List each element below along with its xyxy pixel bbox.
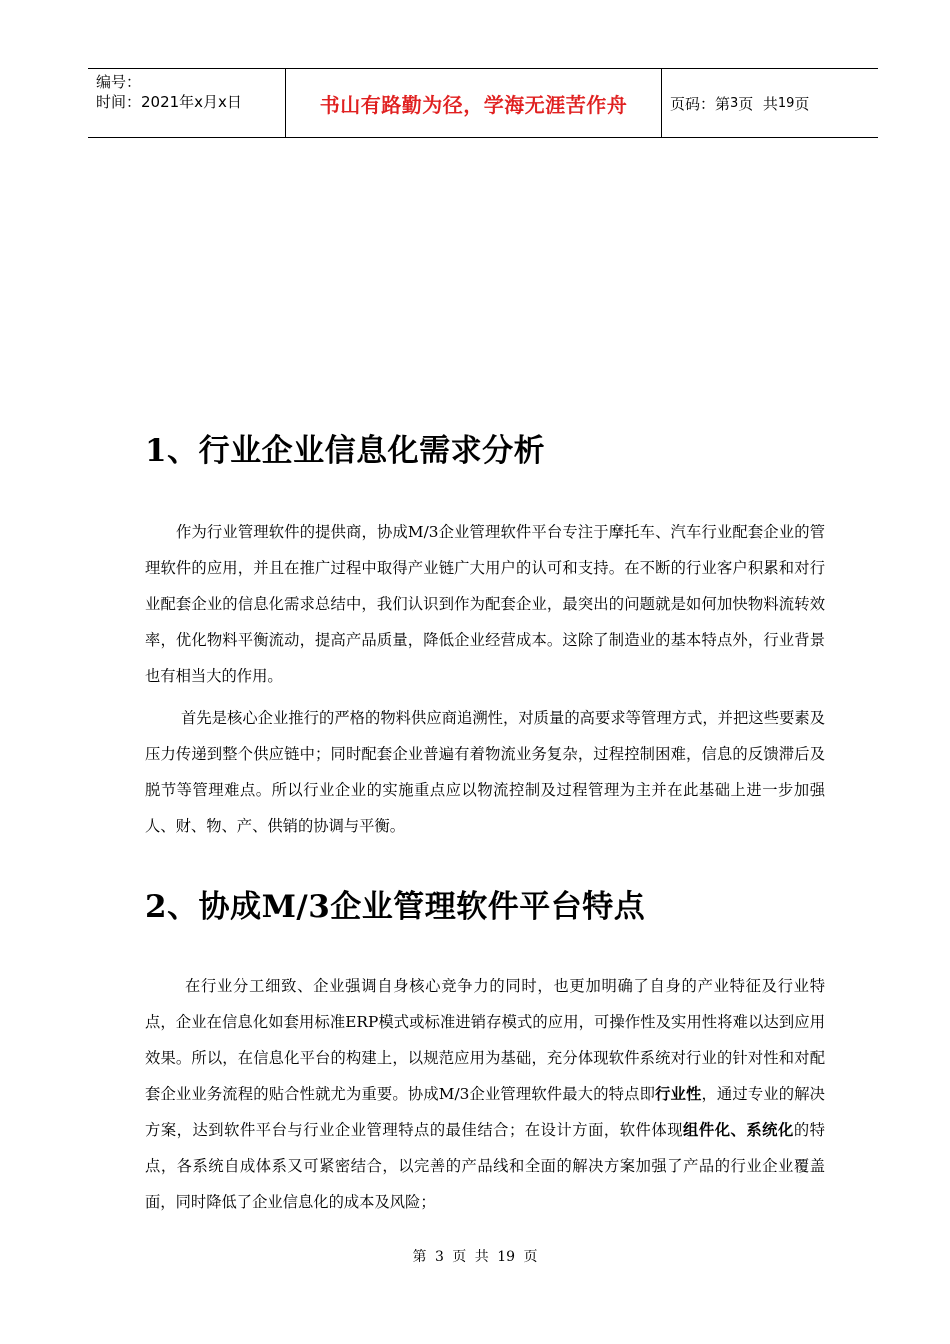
section-2-heading: 2、协成M/3企业管理软件平台特点 bbox=[145, 889, 646, 925]
section-2-paragraph-1 bbox=[145, 968, 825, 1220]
para-text: 的特点，各系统自成体系又可紧密结合，以完善的产品线和全面的解决方案加强了产品的行业企业覆盖面，同时降低了企业信息化的成本及风险； bbox=[145, 1121, 825, 1211]
page-footer: 第 3 页 共 19 页 bbox=[412, 1249, 538, 1265]
section-1-paragraph-1: 作为行业管理软件的提供商，协成M/3企业管理软件平台专注于摩托车、汽车行业配套企业的管理软件的应用，并且在推广过程中取得产业链广大用户的认可和支持。在不断的行业客户积累和对行业配套企业的信息化需求总结中，我们认识到作为配套企业，最突出的问题就是如何加快物料流转效率，优化物料平衡流动，提高产品质量，降低企业经营成本。这除了制造业的基本特点外，行业背景也有相当大的作用。 bbox=[145, 523, 825, 685]
highlight-systematized: 系统化 bbox=[746, 1121, 794, 1139]
header-page-info bbox=[662, 69, 878, 137]
section-1-paragraph-2: 首先是核心企业推行的严格的物料供应商追溯性，对质量的高要求等管理方式，并把这些要素及压力传递到整个供应链中；同时配套企业普遍有着物流业务复杂，过程控制困难，信息的反馈滞后及脱节等管理难点。所以行业企业的实施重点应以物流控制及过程管理为主并在此基础上进一步加强人、财、物、产、供销的协调与平衡。 bbox=[145, 709, 825, 835]
highlight-componentized: 组件化 bbox=[683, 1121, 731, 1139]
page-current: 3 bbox=[730, 95, 739, 111]
highlight-separator: 、 bbox=[730, 1121, 747, 1139]
page-suffix: 页 bbox=[794, 94, 810, 113]
header-meta bbox=[88, 69, 286, 137]
page-header bbox=[88, 68, 878, 138]
page-total: 19 bbox=[777, 95, 795, 111]
para-text: 在行业分工细致、企业强调自身核心竞争力的同时，也更加明确了自身的产业特征及行业特点，企业在信息化如套用标准ERP模式或标准进销存模式的应用，可操作性及实用性将难以达到应用效果。所以，在信息化平台的构建上，以规范应用为基础，充分体现软件系统对行业的针对性和对配套企业业务流程的贴合性就尤为重要。协成M/3企业管理软件最大的特点即 bbox=[145, 977, 825, 1103]
section-1-heading: 1、行业企业信息化需求分析 bbox=[145, 433, 546, 469]
highlight-industry: 行业性 bbox=[655, 1085, 702, 1103]
page-mid: 页 共 bbox=[738, 94, 778, 113]
page-prefix: 页码：第 bbox=[670, 94, 731, 113]
para-text: ，通过专业的解决方案，达到软件平台与行业企业管理特点的最佳结合；在设计方面，软件体现 bbox=[145, 1085, 825, 1139]
number-label: 编号： bbox=[96, 73, 142, 91]
header-motto: 书山有路勤为径，学海无涯苦作舟 bbox=[286, 69, 662, 137]
time-label: 时间：2021年x月x日 bbox=[96, 93, 242, 111]
